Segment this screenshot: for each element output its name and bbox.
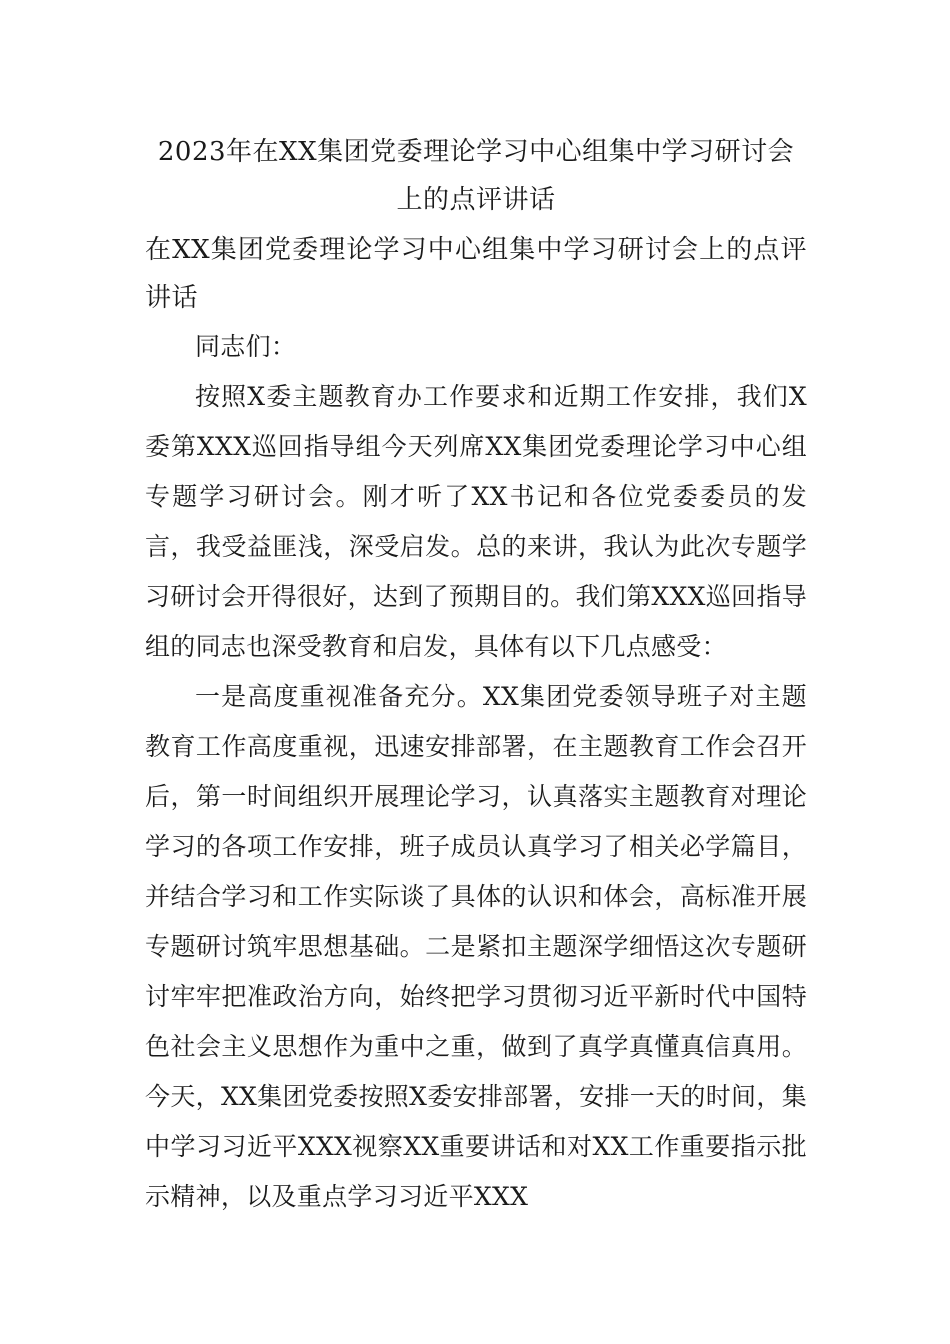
paragraph-points: 一是高度重视准备充分。XX集团党委领导班子对主题教育工作高度重视，迅速安排部署，在主题教育工作会召开后，第一时间组织开展理论学习，认真落实主题教育对理论学习的各项工作安排，班子成员认真学习了相关必学篇目，并结合学习和工作实际谈了具体的认识和体会，高标准开展专题研讨筑牢思想基础。二是紧扣主题深学细悟这次专题研讨牢牢把准政治方向，始终把学习贯彻习近平新时代中国特色社会主义思想作为重中之重，做到了真学真懂真信真用。今天，XX集团党委按照X委安排部署，安排一天的时间，集中学习习近平XXX视察XX重要讲话和对XX工作重要指示批示精神，以及重点学习习近平XXX [145,682,807,1211]
salutation: 同志们： [195,332,297,361]
document-title: 2023年在XX集团党委理论学习中心组集中学习研讨会上的点评讲话 [157,137,795,215]
paragraph-intro: 按照X委主题教育办工作要求和近期工作安排，我们X委第XXX巡回指导组今天列席XX集团党委理论学习中心组专题学习研讨会。刚才听了XX书记和各位党委委员的发言，我受益匪浅，深受启发。总的来讲，我认为此次专题学习研讨会开得很好，达到了预期目的。我们第XXX巡回指导组的同志也深受教育和启发，具体有以下几点感受： [145,382,807,661]
document-subtitle: 在XX集团党委理论学习中心组集中学习研讨会上的点评讲话 [145,235,807,313]
document-body [145,128,807,1222]
